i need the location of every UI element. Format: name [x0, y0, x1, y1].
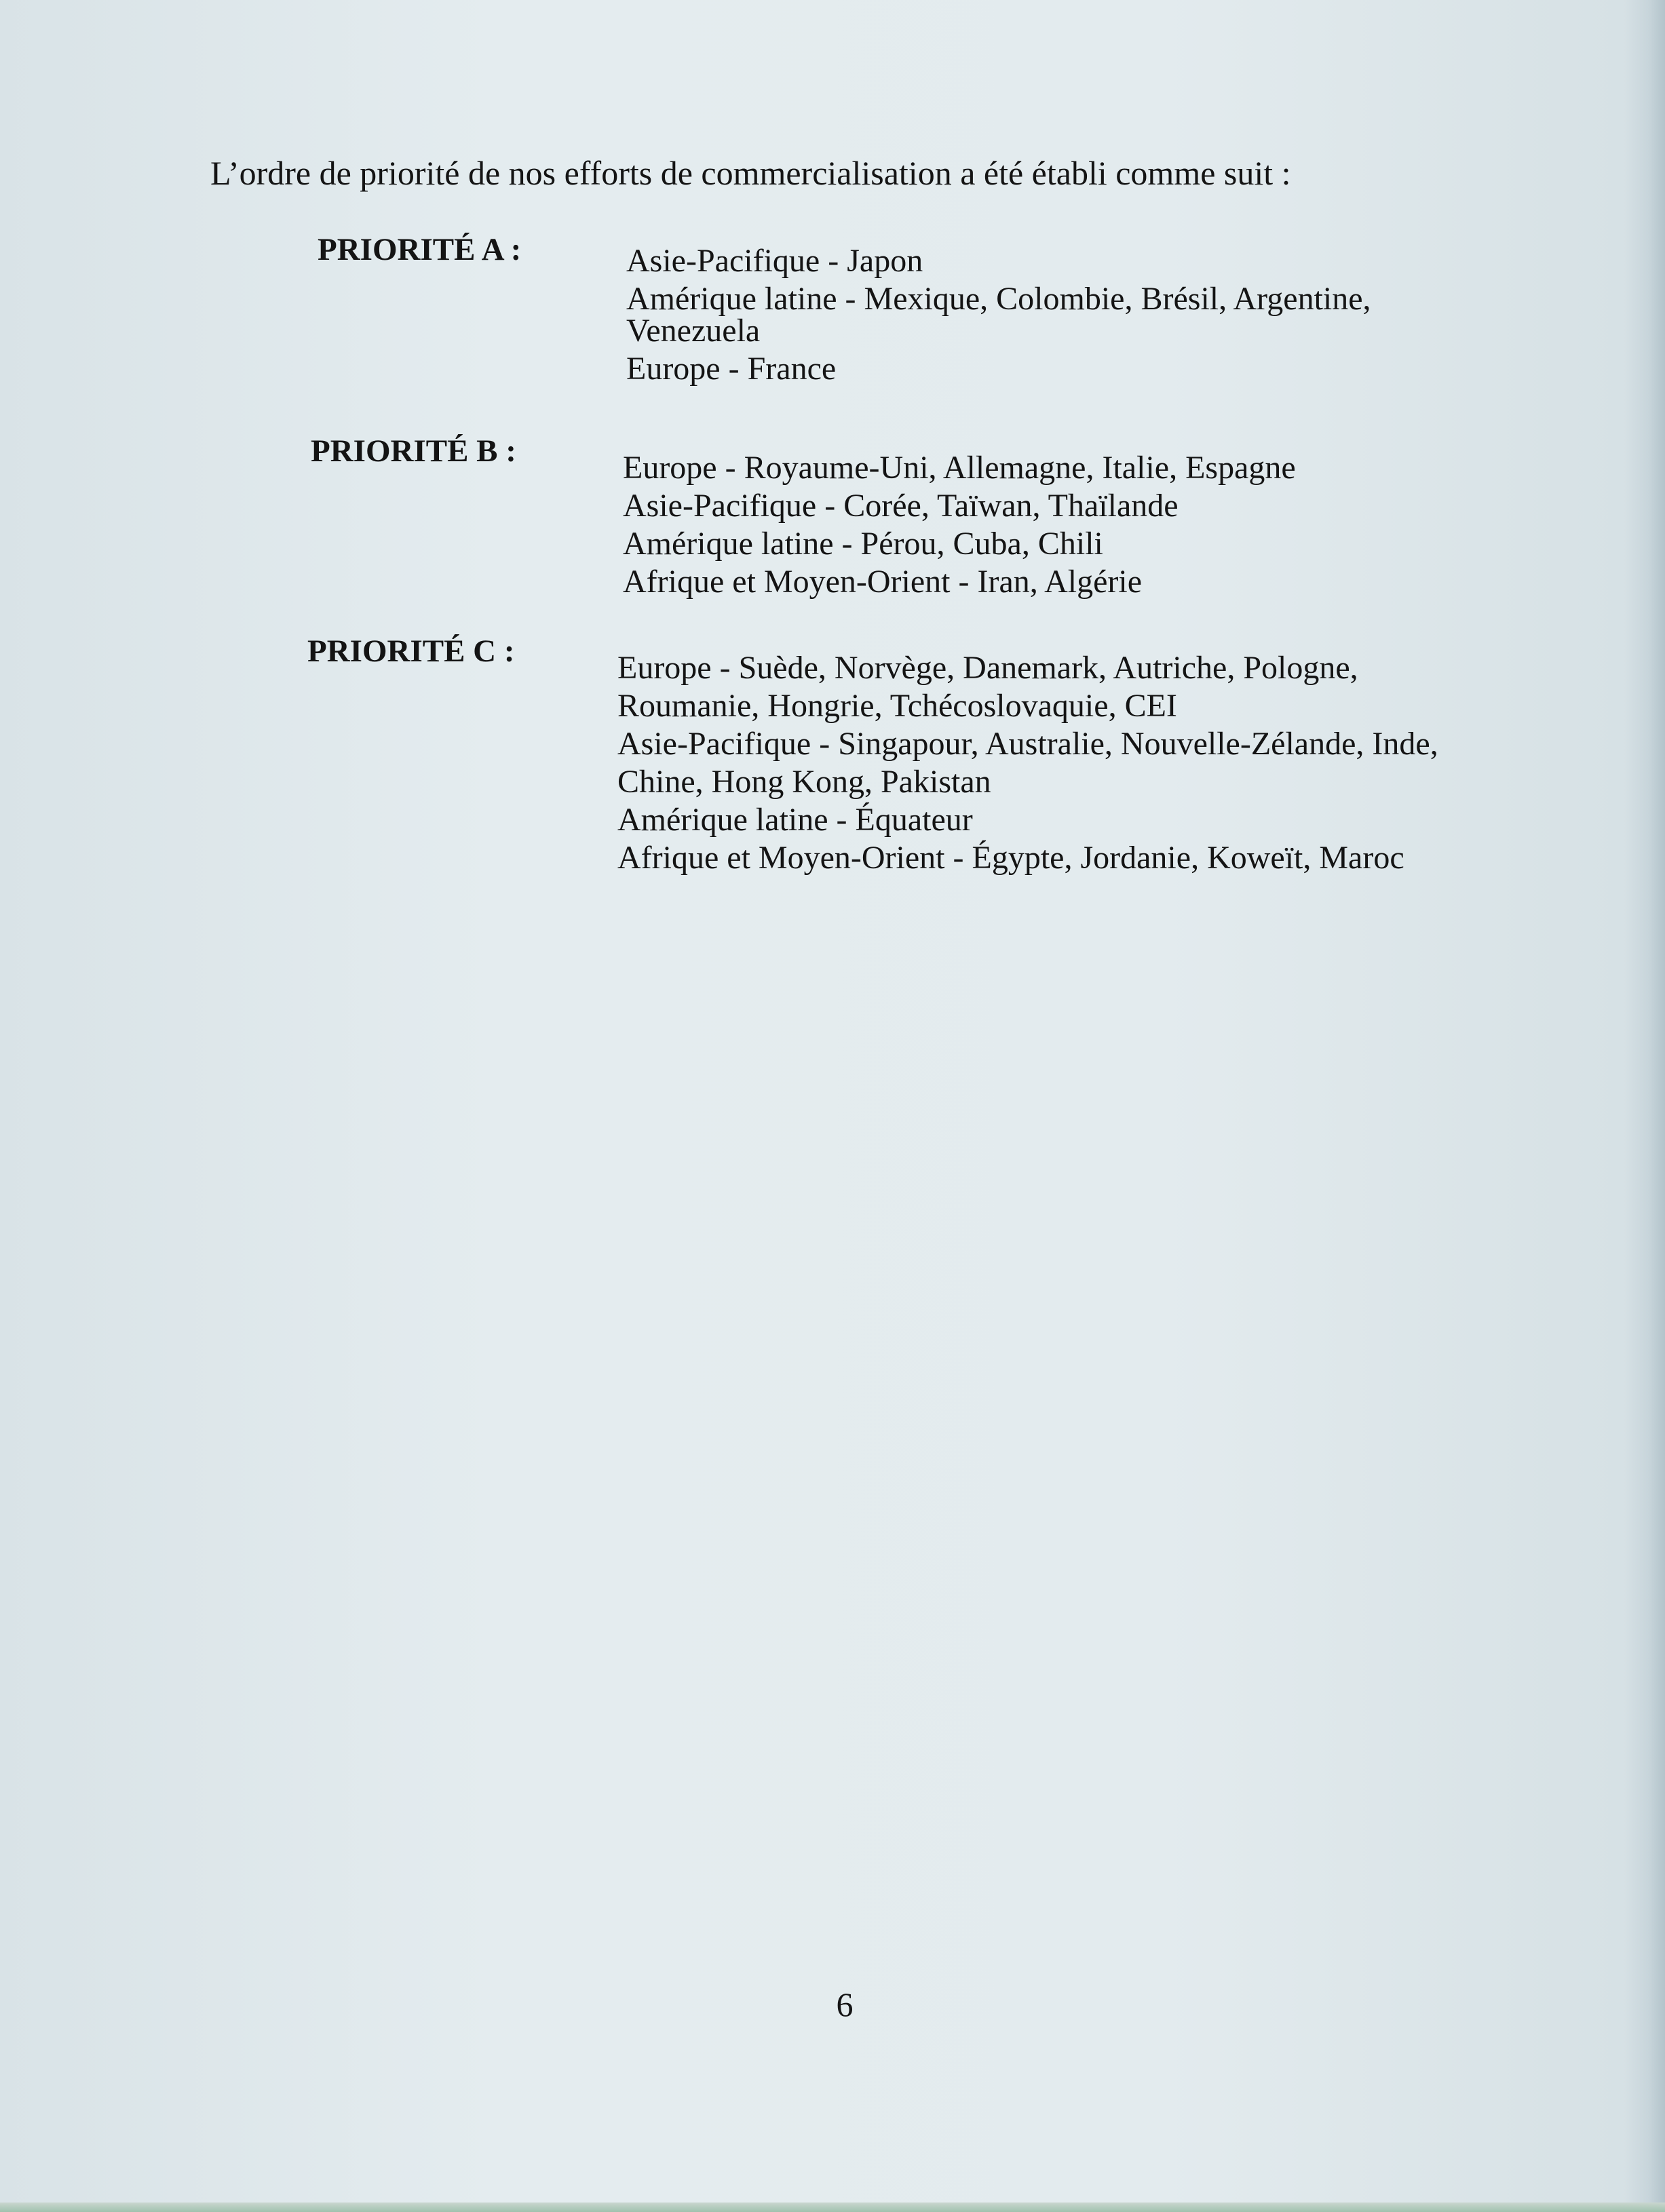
priority-b-entry: Afrique et Moyen-Orient - Iran, Algérie — [623, 564, 1143, 600]
page-bottom-edge — [0, 2203, 1665, 2212]
priority-c-entry: Amérique latine - Équateur — [617, 802, 973, 838]
priority-b-entry: Amérique latine - Pérou, Cuba, Chili — [623, 526, 1103, 562]
priority-a-label: PRIORITÉ A : — [318, 232, 522, 267]
priority-c-entry: Roumanie, Hongrie, Tchécoslovaquie, CEI — [617, 688, 1177, 724]
priority-a-entry: Venezuela — [626, 313, 761, 349]
priority-c-entry: Asie-Pacifique - Singapour, Australie, Nouvelle-Zélande, Inde, — [617, 726, 1438, 762]
intro-sentence: L’ordre de priorité de nos efforts de commercialisation a été établi comme suit : — [210, 154, 1291, 192]
priority-a-entries — [626, 242, 1371, 388]
priority-c-label: PRIORITÉ C : — [307, 634, 515, 669]
priority-a-entry: Europe - France — [626, 351, 837, 387]
priority-c-entries — [617, 649, 1438, 877]
priority-c-entry: Afrique et Moyen-Orient - Égypte, Jordanie, Koweït, Maroc — [617, 840, 1404, 876]
priority-b-entry: Asie-Pacifique - Corée, Taïwan, Thaïlande — [623, 488, 1179, 524]
priority-c-entry: Chine, Hong Kong, Pakistan — [617, 764, 991, 800]
priority-c-entry: Europe - Suède, Norvège, Danemark, Autriche, Pologne, — [617, 650, 1358, 686]
priority-a-entry: Asie-Pacifique - Japon — [626, 243, 923, 279]
page-edge-shadow — [1624, 0, 1665, 2212]
priority-a-entry: Amérique latine - Mexique, Colombie, Brésil, Argentine, — [626, 281, 1371, 317]
priority-b-entry: Europe - Royaume-Uni, Allemagne, Italie, Espagne — [623, 450, 1296, 486]
priority-b-entries — [623, 449, 1296, 601]
priority-b-label: PRIORITÉ B : — [311, 433, 516, 469]
page-number: 6 — [836, 1985, 854, 2023]
